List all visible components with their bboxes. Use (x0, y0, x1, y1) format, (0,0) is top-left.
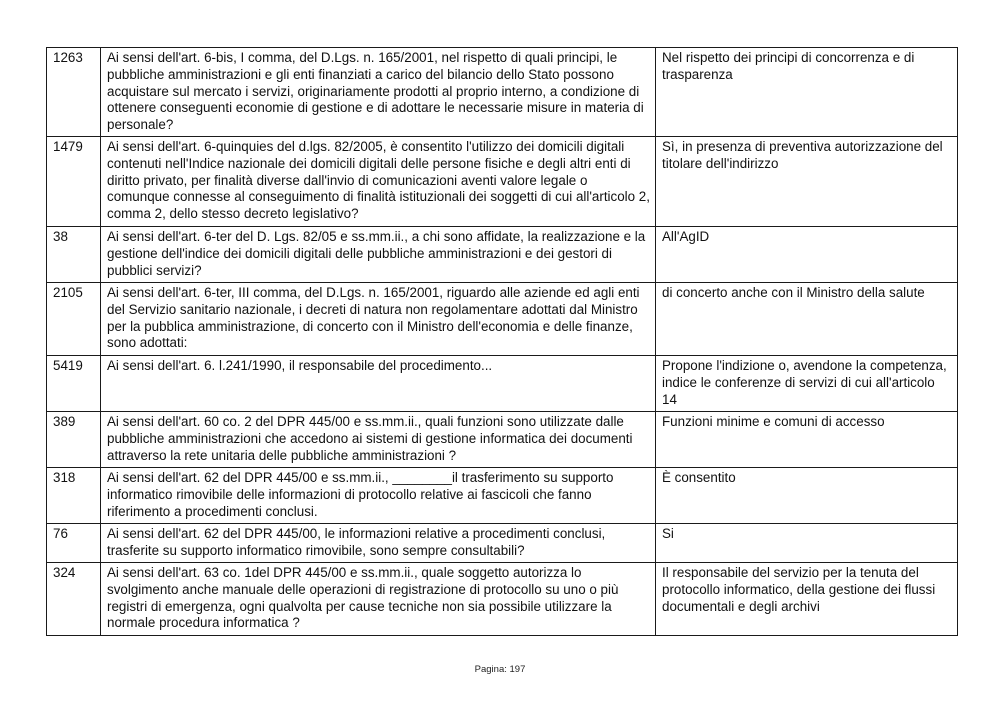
answer-text: Si (656, 524, 958, 563)
question-text: Ai sensi dell'art. 6-quinquies del d.lgs. 82/2005, è consentito l'utilizzo dei domicili digitali contenuti nell'Indice nazionale dei domicili digitali delle persone fisiche e degli altri enti di diritto privato, per finalità diverse dall'invio di comunicazioni aventi valore legale o comunque connesse al conseguimento di finalità istituzionali dei soggetti di cui all'articolo 2, comma 2, dello stesso decreto legislativo? (101, 137, 656, 227)
question-id: 324 (47, 563, 101, 636)
answer-text: di concerto anche con il Ministro della salute (656, 283, 958, 356)
question-id: 1263 (47, 48, 101, 137)
table-row (47, 48, 958, 137)
quiz-table (46, 47, 958, 636)
table-row (47, 468, 958, 524)
question-id: 76 (47, 524, 101, 563)
answer-text: Sì, in presenza di preventiva autorizzazione del titolare dell'indirizzo (656, 137, 958, 227)
question-id: 389 (47, 412, 101, 468)
table-row (47, 137, 958, 227)
question-text: Ai sensi dell'art. 6. l.241/1990, il responsabile del procedimento... (101, 356, 656, 412)
question-text: Ai sensi dell'art. 62 del DPR 445/00, le informazioni relative a procedimenti conclusi, trasferite su supporto informatico rimovibile, sono sempre consultabili? (101, 524, 656, 563)
table-row (47, 356, 958, 412)
answer-text: Il responsabile del servizio per la tenuta del protocollo informatico, della gestione dei flussi documentali e degli archivi (656, 563, 958, 636)
question-id: 2105 (47, 283, 101, 356)
table-row (47, 283, 958, 356)
table-row (47, 524, 958, 563)
page-number: Pagina: 197 (474, 664, 526, 675)
answer-text: È consentito (656, 468, 958, 524)
question-text: Ai sensi dell'art. 6-ter del D. Lgs. 82/05 e ss.mm.ii., a chi sono affidate, la realizzazione e la gestione dell'indice dei domicili digitali delle pubbliche amministrazioni e dei gestori di pubblici servizi? (101, 227, 656, 283)
table-row (47, 563, 958, 636)
question-id: 5419 (47, 356, 101, 412)
answer-text: Funzioni minime e comuni di accesso (656, 412, 958, 468)
question-text: Ai sensi dell'art. 63 co. 1del DPR 445/00 e ss.mm.ii., quale soggetto autorizza lo svolgimento anche manuale delle operazioni di registrazione di protocollo su uno o più registri di emergenza, ogni qualvolta per cause tecniche non sia possibile utilizzare la normale procedura informatica ? (101, 563, 656, 636)
answer-text: Nel rispetto dei principi di concorrenza e di trasparenza (656, 48, 958, 137)
table-row (47, 412, 958, 468)
answer-text: All'AgID (656, 227, 958, 283)
question-id: 38 (47, 227, 101, 283)
question-text: Ai sensi dell'art. 60 co. 2 del DPR 445/00 e ss.mm.ii., quali funzioni sono utilizzate dalle pubbliche amministrazioni che accedono ai sistemi di gestione informatica dei documenti attraverso la rete unitaria delle pubbliche amministrazioni ? (101, 412, 656, 468)
question-text: Ai sensi dell'art. 6-ter, III comma, del D.Lgs. n. 165/2001, riguardo alle aziende ed agli enti del Servizio sanitario nazionale, i decreti di natura non regolamentare adottati dal Ministro per la pubblica amministrazione, di concerto con il Ministro dell'economia e delle finanze, sono adottati: (101, 283, 656, 356)
table-row (47, 227, 958, 283)
question-text: Ai sensi dell'art. 6-bis, I comma, del D.Lgs. n. 165/2001, nel rispetto di quali principi, le pubbliche amministrazioni e gli enti finanziati a carico del bilancio dello Stato possono acquistare sul mercato i servizi, originariamente prodotti al proprio interno, a condizione di ottenere conseguenti economie di gestione e di adottare le necessarie misure in materia di personale? (101, 48, 656, 137)
question-id: 1479 (47, 137, 101, 227)
answer-text: Propone l'indizione o, avendone la competenza, indice le conferenze di servizi di cui all'articolo 14 (656, 356, 958, 412)
question-text: Ai sensi dell'art. 62 del DPR 445/00 e ss.mm.ii., ________il trasferimento su supporto informatico rimovibile delle informazioni di protocollo relative ai fascicoli che fanno riferimento a procedimenti conclusi. (101, 468, 656, 524)
question-id: 318 (47, 468, 101, 524)
